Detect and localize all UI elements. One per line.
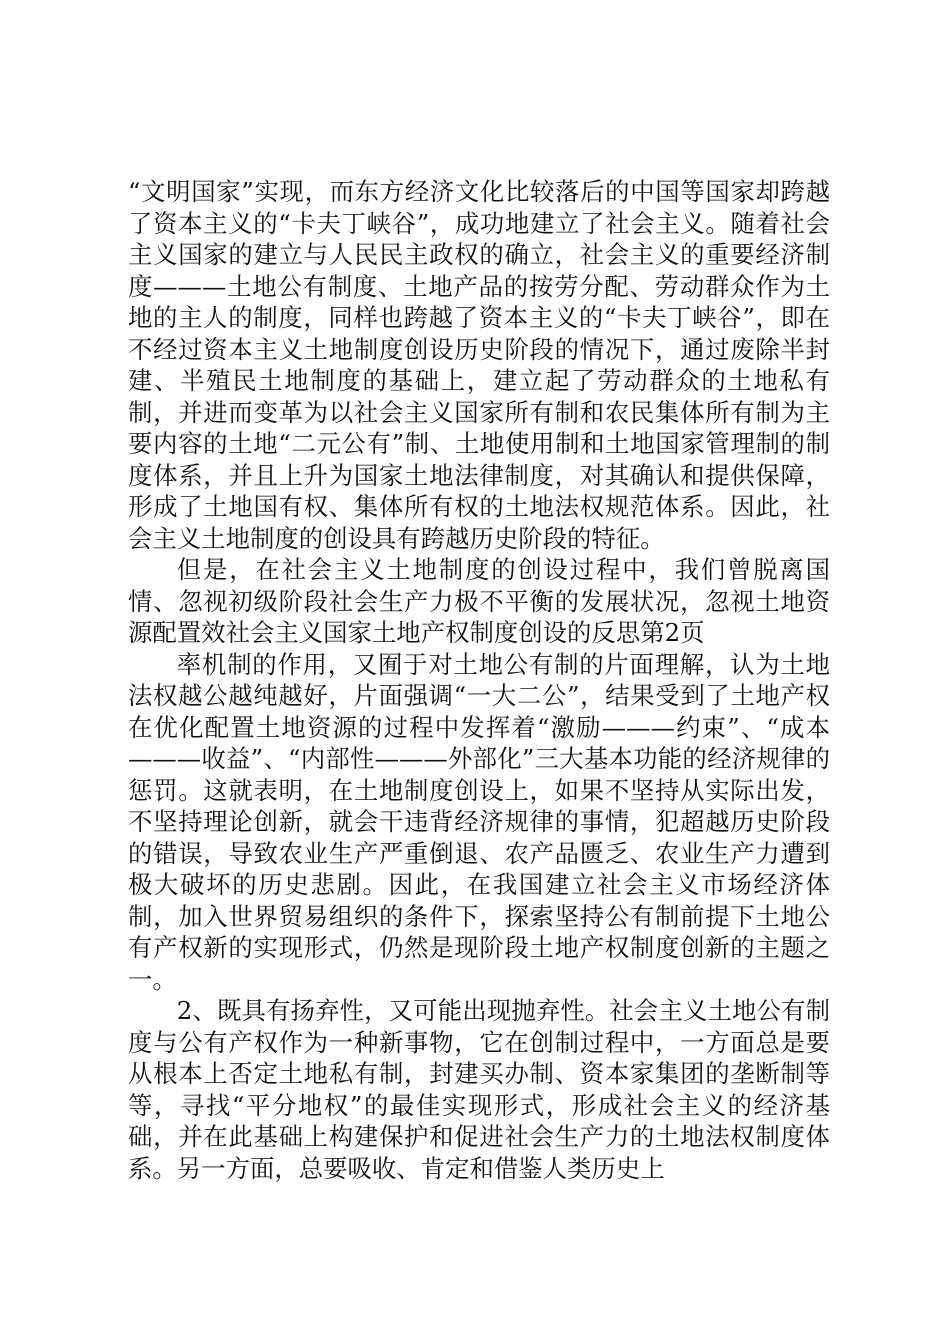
paragraph-3: 率机制的作用，又囿于对土地公有制的片面理解，认为土地法权越公越纯越好，片面强调“一大二公”，结果受到了土地产权在优化配置土地资源的过程中发挥着“激励———约束”、“成本———收益”、“内部性———外部化”三大基本功能的经济规律的惩罚。这就表明，在土地制度创设上，如果不坚持从实际出发，不坚持理论创新，就会干违背经济规律的事情，犯超越历史阶段的错误，导致农业生产严重倒退、农产品匮乏、农业生产力遭到极大破坏的历史悲剧。因此，在我国建立社会主义市场经济体制，加入世界贸易组织的条件下，探索坚持公有制前提下土地公有产权新的实现形式，仍然是现阶段土地产权制度创新的主题之一。 [128,649,830,994]
paragraph-2: 但是，在社会主义土地制度的创设过程中，我们曾脱离国情、忽视初级阶段社会生产力极不平衡的发展状况，忽视土地资源配置效社会主义国家土地产权制度创设的反思第2页 [128,555,830,647]
paragraph-1: “文明国家”实现，而东方经济文化比较落后的中国等国家却跨越了资本主义的“卡夫丁峡谷”，成功地建立了社会主义。随着社会主义国家的建立与人民民主政权的确立，社会主义的重要经济制度———土地公有制度、土地产品的按劳分配、劳动群众作为土地的主人的制度，同样也跨越了资本主义的“卡夫丁峡谷”，即在不经过资本主义土地制度创设历史阶段的情况下，通过废除半封建、半殖民土地制度的基础上，建立起了劳动群众的土地私有制，并进而变革为以社会主义国家所有制和农民集体所有制为主要内容的土地“二元公有”制、土地使用制和土地国家管理制的制度体系，并且上升为国家土地法律制度，对其确认和提供保障，形成了土地国有权、集体所有权的土地法权规范体系。因此，社会主义土地制度的创设具有跨越历史阶段的特征。 [128,177,830,553]
paragraph-4: 2、既具有扬弃性，又可能出现抛弃性。社会主义土地公有制度与公有产权作为一种新事物，它在创制过程中，一方面总是要从根本上否定土地私有制，封建买办制、资本家集团的垄断制等等，寻找“平分地权”的最佳实现形式，形成社会主义的经济基础，并在此基础上构建保护和促进社会生产力的土地法权制度体系。另一方面，总要吸收、肯定和借鉴人类历史上 [128,996,830,1183]
document-body [128,176,830,1184]
